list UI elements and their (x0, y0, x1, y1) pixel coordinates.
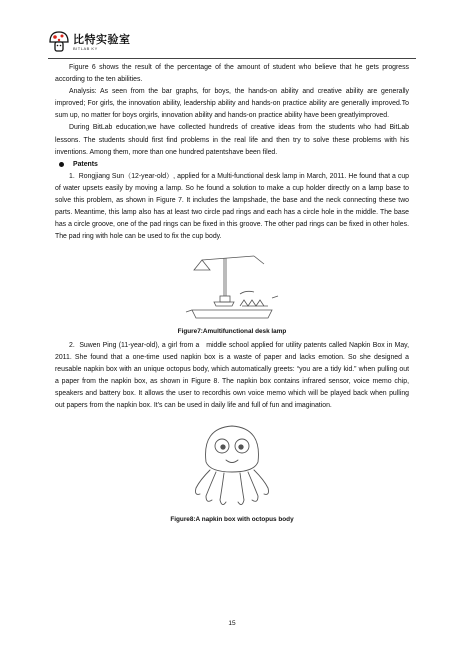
octopus-drawing (192, 418, 272, 510)
header-divider (48, 58, 416, 59)
figure-octopus-napkin-box (55, 418, 409, 510)
brand-subtitle: BITLAB KY (73, 45, 98, 51)
paragraph-figure6: Figure 6 shows the result of the percentage of the amount of student who believe that he gets progress according to the ten abilities. (55, 64, 409, 84)
figure8-caption: Figure8:A napkin box with octopus body (170, 516, 294, 524)
bullet-icon (59, 162, 64, 167)
paragraph-patent-2: 2. Suwen Ping (11-year-old), a girl from a middle school applied for utility patents called Napkin Box in May, 2011. She found that a one-time used napkin box is a waste of paper and lacks emotion. So she designed a reusable napkin box with an unique octopus body, which automatically greets: “you are a tidy kid.” when pulling out a paper from the napkin box, as shown in Figure 8. The napkin box contains infrared sensor, voice memo chip, speakers and battery box. It allows the user to recordhis own voice memo which will be played back when pulling out papers from the napkin box. It’s can be used in daily life and full of fun and imagination. (55, 341, 409, 409)
page-number: 15 (228, 620, 236, 627)
desk-lamp-drawing (184, 250, 280, 324)
patents-heading (55, 159, 409, 171)
figure-desk-lamp (55, 250, 409, 324)
brand-name: 比特实验室 (73, 32, 131, 46)
patents-heading-text: Patents (73, 160, 98, 168)
bitlab-logo (48, 28, 131, 56)
figure7-caption: Figure7:Amultifunctional desk lamp (177, 328, 287, 336)
paragraph-bitlab-education: During BitLab education,we have collected hundreds of creative ideas from the students who had BitLab lessons. The students should first find problems in the real life and then try to solve these problems with his inventions. Among them, more than one hundred patentshave been filed. (55, 124, 409, 156)
paragraph-analysis: Analysis: As seen from the bar graphs, for boys, the hands-on ability and creative ability are generally improved; For girls, the innovation ability, leadership ability and hands-on practice ability are generally improved.To sum up, no matter for boys orgirls, innovation ability and hands-on practice ability have been greatlyimproved. (55, 88, 409, 120)
page-body (55, 62, 409, 526)
mushroom-logo-icon (48, 30, 70, 54)
paragraph-patent-1: 1. Rongjiang Sun（12-year-old）, applied for a Multi-functional desk lamp in March, 2011. He found that a cup of water upsets easily by moving a lamp. So he found a solution to make a cup holder directly on a lamp base to solve this problem, as shown in Figure 7. It includes the lampshade, the base and the neck connecting these two parts. Meantime, this lamp also has at least two circle pad rings and each has a circle hole in the middle. The base has a circle groove, one of the pad rings can be fixed in this groove. The other pad rings can be fixed in other holes. The pad ring with hole can be used to fix the cup body. (55, 172, 409, 241)
